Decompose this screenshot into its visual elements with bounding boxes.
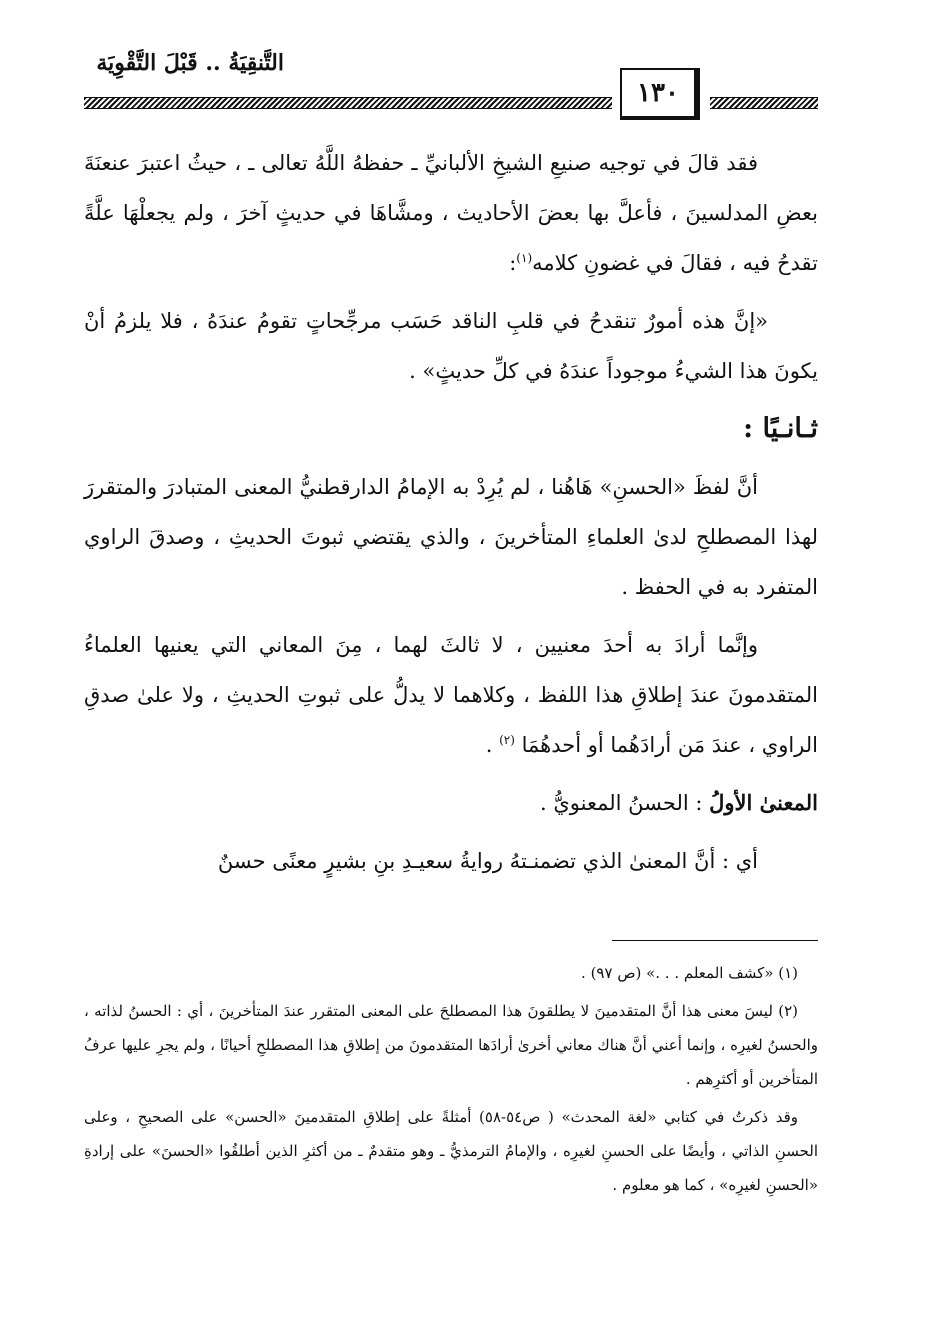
paragraph-3 xyxy=(84,620,818,770)
paragraph-1 xyxy=(84,138,818,288)
paragraph-3-text: وإنَّما أرادَ به أحدَ معنيين ، لا ثالثَ لهما ، مِنَ المعاني التي يعنيها العلماءُ المتقدمونَ عندَ إطلاقِ هذا اللفظ ، وكلاهما لا يدلُّ على ثبوتِ الحديثِ ، ولا علىٰ صدقِ الراوي ، عندَ مَن أرادَهُما أو أحدهُمَا xyxy=(84,633,818,757)
page-number: ١٣٠ xyxy=(620,68,700,120)
footnote-1: (١) «كشف المعلم . . .» (ص ٩٧) . xyxy=(581,964,798,982)
header-rule-left xyxy=(84,97,612,109)
sub-heading-label: المعنىٰ الأولُ xyxy=(709,790,818,815)
paragraph-4: أي : أنَّ المعنىٰ الذي تضمنـتهُ روايةُ سعيـدِ بنِ بشيرٍ معنًى حسنٌ xyxy=(217,849,758,873)
quote-paragraph: «إنَّ هذه أمورٌ تنقدحُ في قلبِ الناقد حَسَب مرجِّحاتٍ تقومُ عندَهُ ، فلا يلزمُ أنْ يكونَ هذا الشيءُ موجوداً عندَهُ في كلِّ حديثٍ» . xyxy=(84,309,818,383)
footnote-2: (٢) ليسَ معنى هذا أنَّ المتقدمينَ لا يطلقونَ هذا المصطلحَ على المعنى المتقرر عندَ المتأخرينَ ، أي : الحسنُ لذاته ، والحسنُ لغيرِه ، وإنما أعني أنَّ هناك معاني أخرىٰ أرادَها المتقدمونَ من إطلاقِ هذا المصطلحِ أحيانًا ، ولم يجرِ عليها عرفُ المتأخرين أو أكثرِهم . xyxy=(84,1002,818,1088)
paragraph-1-end: : xyxy=(509,251,517,275)
footnote-ref-2[interactable]: (٢) xyxy=(499,733,515,747)
footnote-divider xyxy=(612,940,818,941)
main-text xyxy=(84,138,818,894)
footnote-ref-1[interactable]: (١) xyxy=(516,251,533,265)
section-heading: ثـانـيًا : xyxy=(743,413,818,444)
paragraph-3-end: . xyxy=(485,733,493,757)
running-title: التَّنقِيَةُ .. قَبْلَ التَّقْوِيَة xyxy=(96,50,284,76)
paragraph-1-text: فقد قالَ في توجيه صنيعِ الشيخِ الألبانيِّ ـ حفظهُ اللَّهُ تعالى ـ ، حيثُ اعتبرَ عنعنَةَ بعضِ المدلسينَ ، فأعلَّ بها بعضَ الأحاديث ، ومشَّاهَا في حديثٍ آخرَ ، ولم يجعلْهَا علَّةً تقدحُ فيه ، فقالَ في غضونِ كلامه xyxy=(84,151,818,275)
sub-heading-text: : الحسنُ المعنويُّ . xyxy=(540,791,703,815)
footnote-2-continued: وقد ذكرتُ في كتابي «لغة المحدث» ( ص٥٤-٥٨) أمثلةً على إطلاقِ المتقدمينَ «الحسن» على الصحيحِ ، وعلى الحسنِ الذاتي ، وأيضًا على الحسنِ لغيرِه ، والإمامُ الترمذيُّ ـ وهو متقدمٌ ـ من أكثرِ الذين أطلقُوا «الحسنَ» على إرادةِ «الحسنِ لغيرِه» ، كما هو معلوم . xyxy=(84,1108,818,1194)
sub-heading xyxy=(84,778,818,828)
paragraph-2: أنَّ لفظَ «الحسنِ» هَاهُنا ، لم يُرِدْ به الإمامُ الدارقطنيُّ المعنى المتبادرَ والمتقررَ لهذا المصطلحِ لدىٰ العلماءِ المتأخرينَ ، والذي يقتضي ثبوتَ الحديثِ ، وصدقَ الراوي المتفرد به في الحفظ . xyxy=(84,475,818,599)
footnotes xyxy=(84,956,818,1206)
header-rule-right xyxy=(710,97,818,109)
page-header xyxy=(0,0,940,130)
